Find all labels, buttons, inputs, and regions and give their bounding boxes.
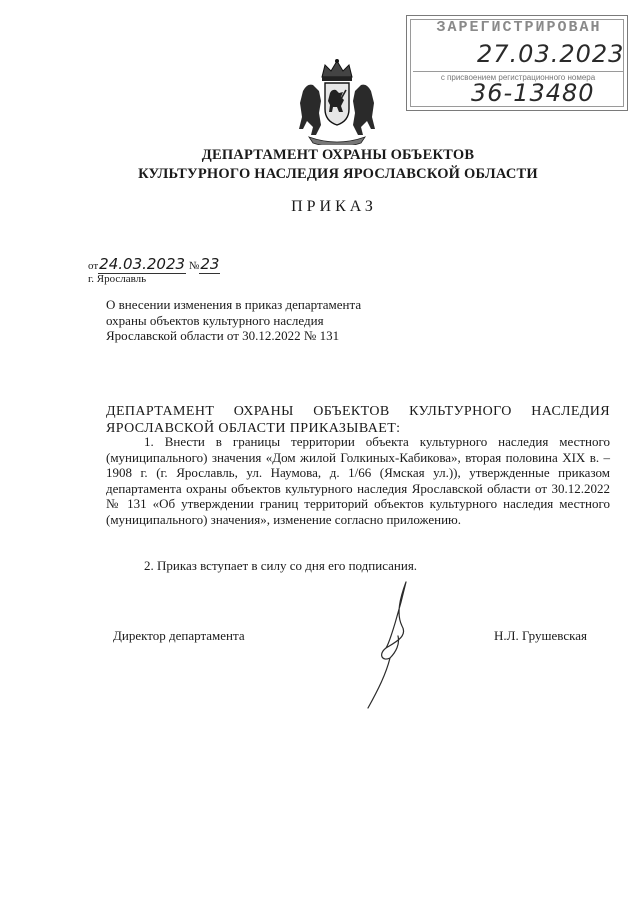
number-prefix: № xyxy=(188,260,200,272)
department-name-line1: ДЕПАРТАМЕНТ ОХРАНЫ ОБЪЕКТОВ xyxy=(201,147,475,163)
stamp-note: с присвоением регистрационного номера xyxy=(413,71,623,82)
signatory-name: Н.Л. Грушевская xyxy=(494,628,587,643)
order-subject: О внесении изменения в приказ департамента охраны объектов культурного наследия Ярославской области от 30.12.2022 № 131 xyxy=(106,297,362,343)
order-intro xyxy=(106,403,610,436)
signatory-position: Директор департамента xyxy=(113,628,245,643)
city: г. Ярославль xyxy=(88,273,147,285)
department-name-line2: КУЛЬТУРНОГО НАСЛЕДИЯ ЯРОСЛАВСКОЙ ОБЛАСТИ xyxy=(138,166,538,182)
order-date: 24.03.2023 xyxy=(99,255,186,273)
stamp-number: 36-13480 xyxy=(471,79,595,107)
stamp-title: ЗАРЕГИСТРИРОВАН xyxy=(436,19,602,36)
order-intro-text: ДЕПАРТАМЕНТ ОХРАНЫ ОБЪЕКТОВ КУЛЬТУРНОГО НАСЛЕДИЯ ЯРОСЛАВСКОЙ ОБЛАСТИ ПРИКАЗЫВАЕТ: xyxy=(106,404,610,436)
order-number: 23 xyxy=(200,255,220,273)
date-prefix: от xyxy=(88,260,99,272)
stamp-date: 27.03.2023 xyxy=(477,40,625,68)
handwritten-signature-icon xyxy=(356,578,426,713)
document-type: ПРИКАЗ xyxy=(291,198,377,215)
order-item-1: 1. Внести в границы территории объекта культурного наследия местного (муниципального) значения «Дом жилой Голкиных-Кабикова», вторая половина XIX в. – 1908 г. (г. Ярославль, ул. Наумова, д. 1/66 (Ямская ул.)), утвержденные приказом департамента охраны объектов культурного наследия Ярославской области от 30.12.2022 № 131 «Об утверждении границ территорий объектов культурного наследия местного (муниципального) значения», изменение согласно приложению. xyxy=(106,434,610,527)
registration-stamp xyxy=(406,15,628,111)
date-number-line xyxy=(88,255,220,273)
coat-of-arms-icon xyxy=(295,57,379,145)
order-item-2: 2. Приказ вступает в силу со дня его подписания. xyxy=(144,558,418,573)
